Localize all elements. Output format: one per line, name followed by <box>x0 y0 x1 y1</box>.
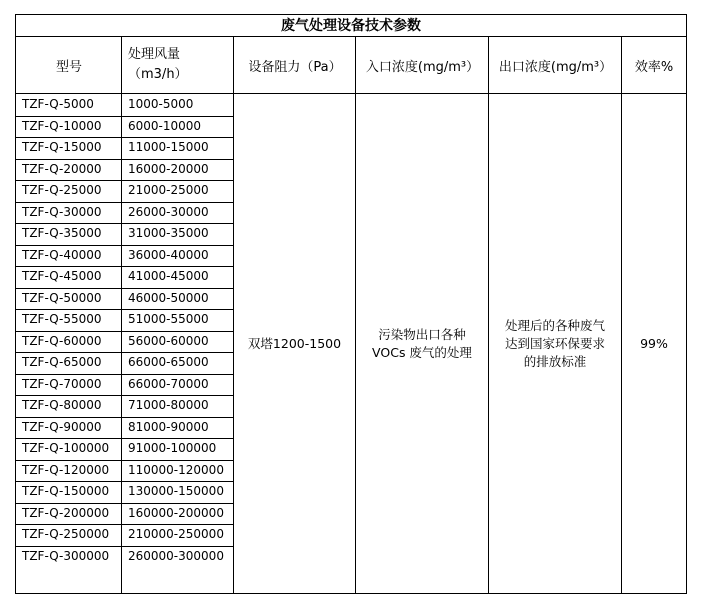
inlet-line-1: 污染物出口各种 <box>378 326 466 342</box>
table-row-model: TZF-Q-65000 <box>22 355 102 369</box>
table-row-flow: 56000-60000 <box>128 333 209 348</box>
outlet-line-1: 处理后的各种废气 <box>504 317 605 333</box>
table-row-model: TZF-Q-15000 <box>22 140 102 154</box>
table-row-flow: 6000-10000 <box>128 118 202 133</box>
table-row-model: TZF-Q-30000 <box>22 204 102 219</box>
efficiency-cell: 99% <box>640 335 668 351</box>
outlet-line-3: 的排放标准 <box>523 353 587 369</box>
table-row-model: TZF-Q-45000 <box>22 269 102 283</box>
header-resistance: 设备阻力（Pa） <box>248 59 342 75</box>
table-row-flow: 11000-15000 <box>128 140 209 154</box>
table-row-model: TZF-Q-90000 <box>22 419 102 434</box>
table-row-model: TZF-Q-25000 <box>22 183 102 197</box>
table-row-model: TZF-Q-5000 <box>22 97 94 111</box>
table-title: 废气处理设备技术参数 <box>16 15 686 37</box>
table-row-flow: 260000-300000 <box>128 548 224 563</box>
spec-table <box>15 14 687 594</box>
table-row-flow: 51000-55000 <box>128 312 209 326</box>
table-row-model: TZF-Q-55000 <box>22 312 102 326</box>
table-row-model: TZF-Q-80000 <box>22 398 102 412</box>
outlet-line-2: 达到国家环保要求 <box>504 335 605 351</box>
table-row-flow: 36000-40000 <box>128 247 209 262</box>
table-row-model: TZF-Q-250000 <box>22 527 110 541</box>
table-row-model: TZF-Q-70000 <box>22 376 102 391</box>
table-header-row <box>16 37 686 94</box>
table-row-flow: 31000-35000 <box>128 226 209 240</box>
table-row-flow: 71000-80000 <box>128 398 209 412</box>
inlet-cell <box>356 94 488 593</box>
table-row-flow: 66000-65000 <box>128 355 209 369</box>
table-row-flow: 130000-150000 <box>128 484 224 498</box>
table-row-model: TZF-Q-40000 <box>22 247 102 262</box>
table-row-flow: 160000-200000 <box>128 505 224 520</box>
table-row-flow: 66000-70000 <box>128 376 209 391</box>
table-row-model: TZF-Q-100000 <box>22 441 110 455</box>
header-flow-label: 处理风量 <box>128 47 181 62</box>
outlet-cell <box>489 94 621 593</box>
table-row-model: TZF-Q-50000 <box>22 290 102 305</box>
table-row-flow: 21000-25000 <box>128 183 209 197</box>
table-row-flow: 26000-30000 <box>128 204 209 219</box>
table-row-flow: 41000-45000 <box>128 269 209 283</box>
table-row-model: TZF-Q-150000 <box>22 484 110 498</box>
header-flow-unit: （m3/h） <box>128 67 188 82</box>
table-row-model: TZF-Q-60000 <box>22 333 102 348</box>
table-row-model: TZF-Q-200000 <box>22 505 110 520</box>
table-row-flow: 210000-250000 <box>128 527 224 541</box>
table-row-model: TZF-Q-20000 <box>22 161 102 176</box>
table-row-flow: 91000-100000 <box>128 441 217 455</box>
table-row-model: TZF-Q-10000 <box>22 118 102 133</box>
header-model: 型号 <box>55 59 82 75</box>
table-row-flow: 46000-50000 <box>128 290 209 305</box>
header-flow <box>122 37 234 93</box>
header-efficiency: 效率% <box>634 59 674 75</box>
resistance-cell: 双塔1200-1500 <box>247 335 342 351</box>
table-row-flow: 110000-120000 <box>128 462 224 477</box>
table-row-flow: 81000-90000 <box>128 419 209 434</box>
inlet-line-2: VOCs 废气的处理 <box>372 344 472 360</box>
header-inlet: 入口浓度(mg/m³） <box>365 59 480 75</box>
header-outlet: 出口浓度(mg/m³） <box>498 59 613 75</box>
table-row-flow: 1000-5000 <box>128 97 194 111</box>
table-row-model: TZF-Q-120000 <box>22 462 110 477</box>
table-row-model: TZF-Q-35000 <box>22 226 102 240</box>
column-divider <box>121 37 122 593</box>
table-row-model: TZF-Q-300000 <box>22 548 110 563</box>
table-row-flow: 16000-20000 <box>128 161 209 176</box>
